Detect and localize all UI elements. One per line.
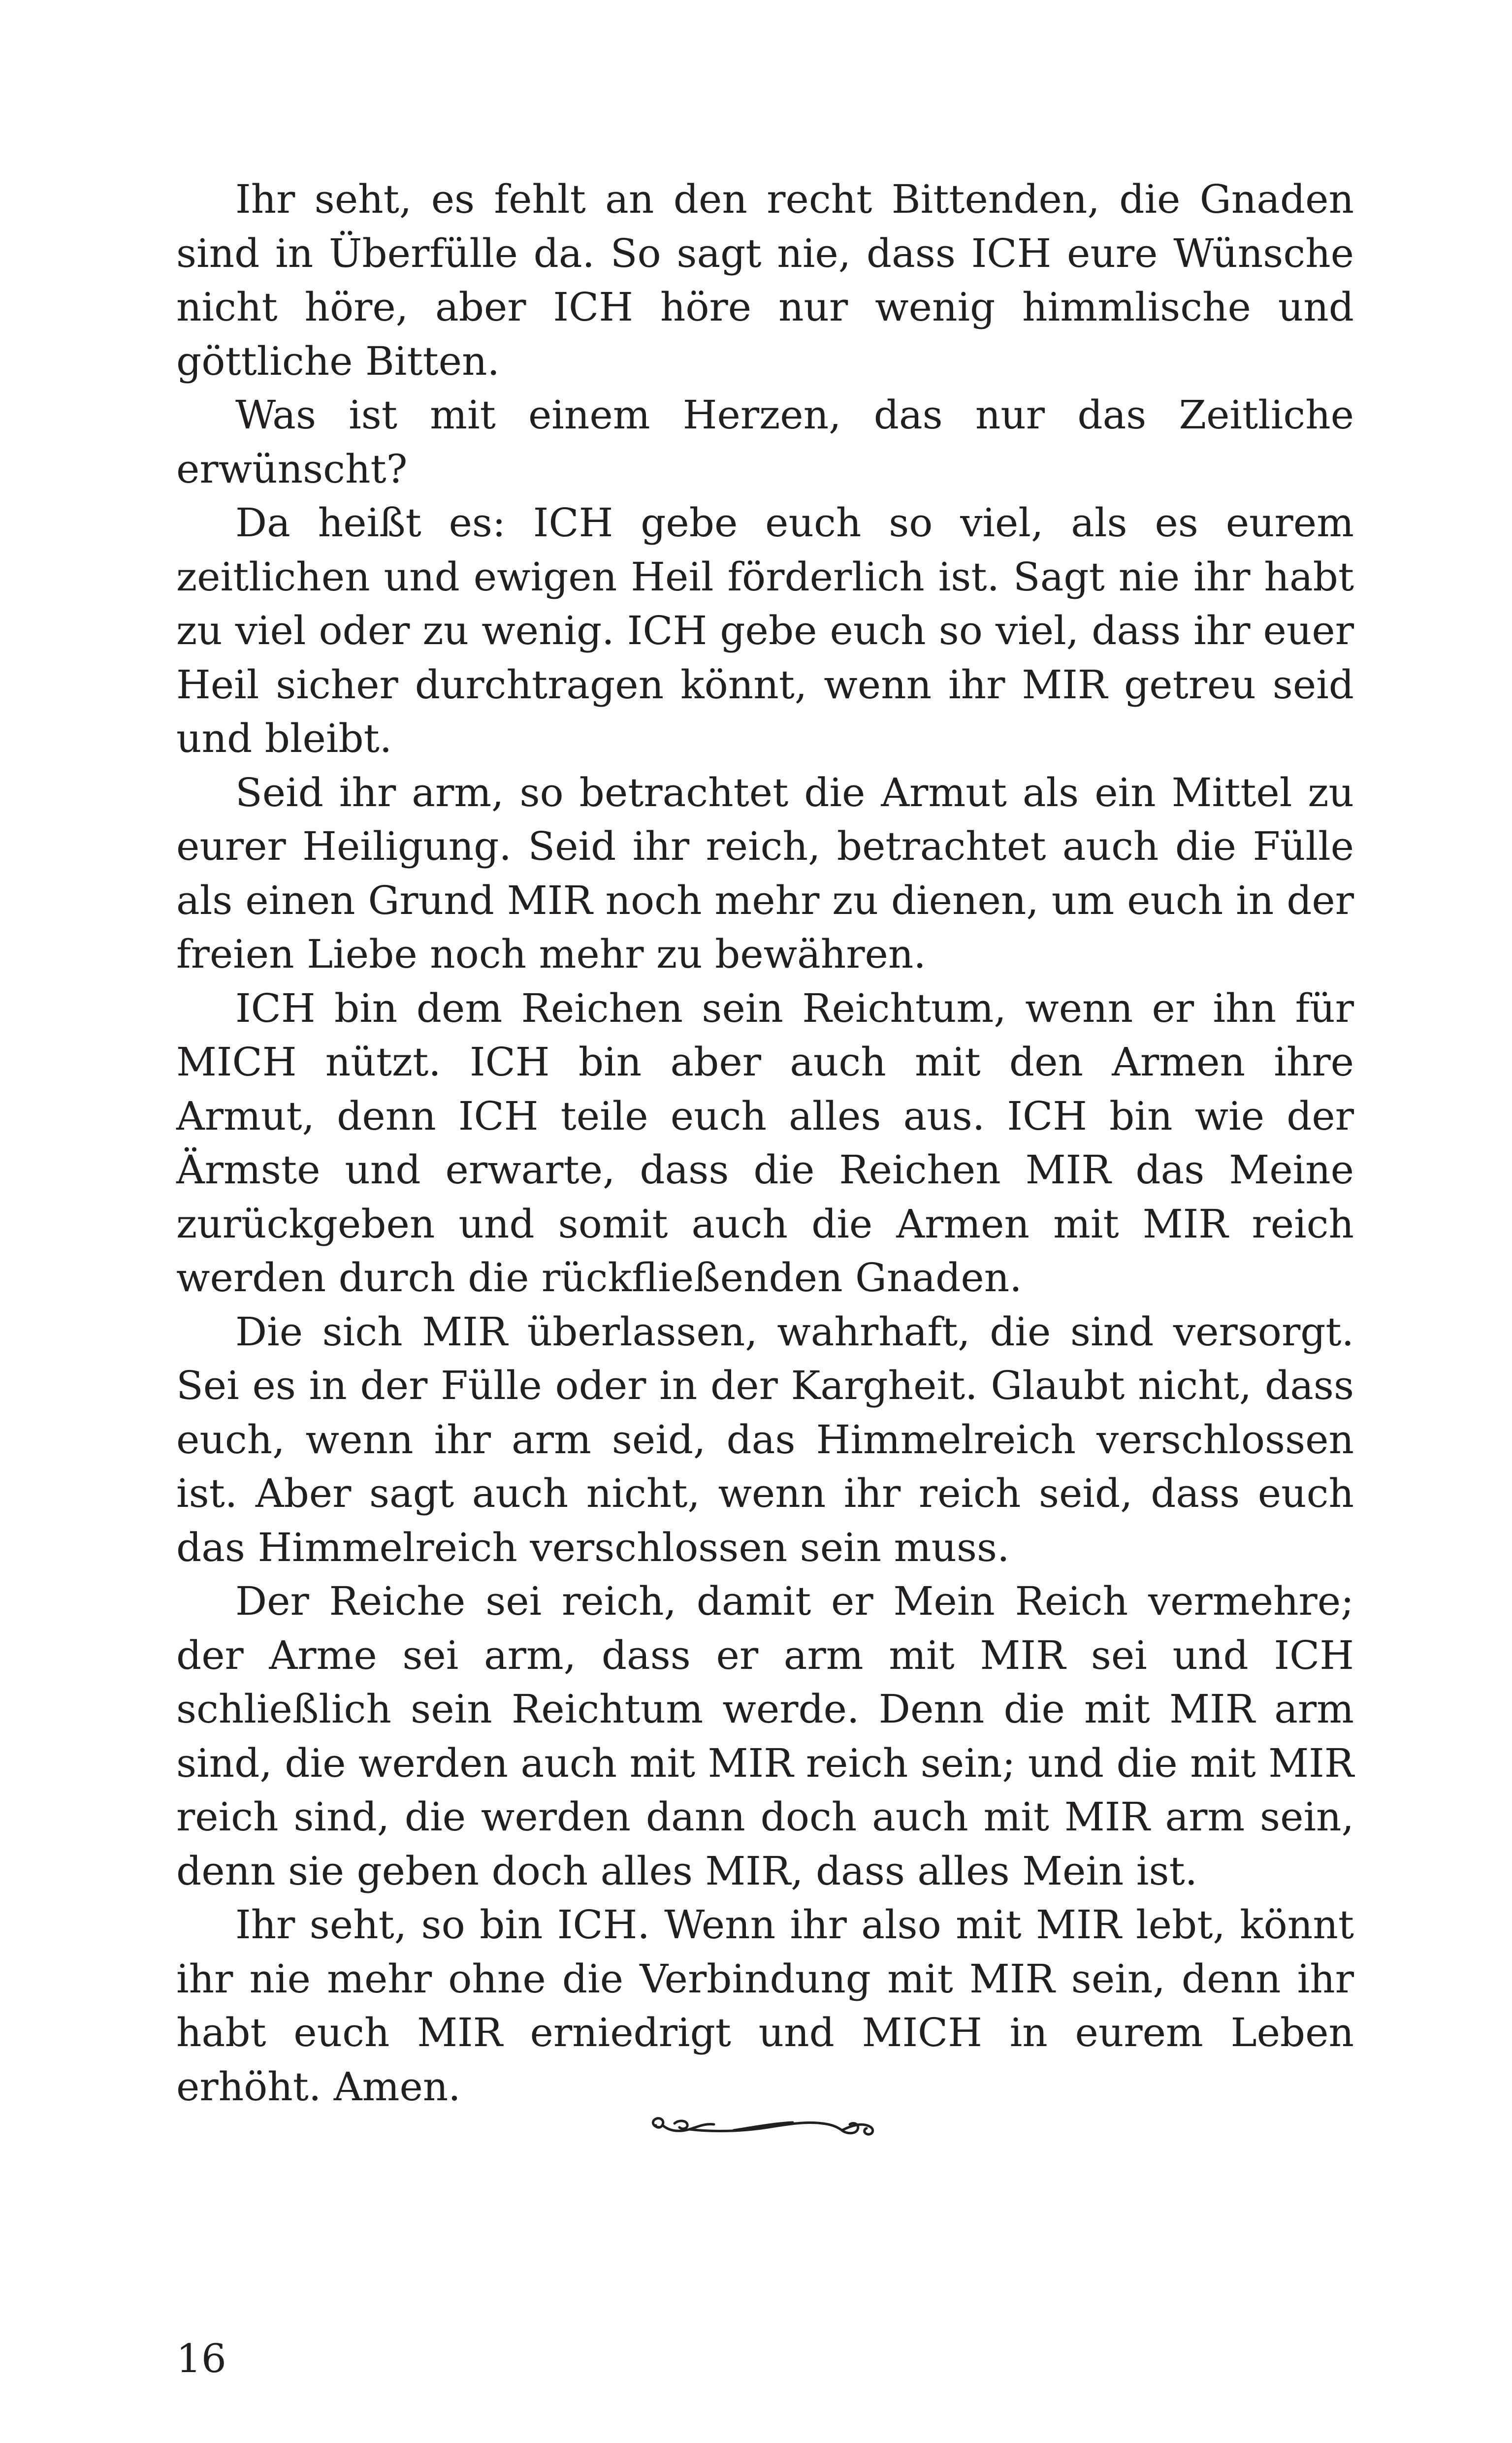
paragraph: Der Reiche sei reich, damit er Mein Reich vermehre; der Arme sei arm, dass er arm mit MIR sei und ICH schließlich sein Reichtum werde. Denn die mit MIR arm sind, die werden auch mit MIR reich sein; und die mit MIR reich sind, die werden dann doch auch mit MIR arm sein, denn sie geben doch alles MIR, dass alles Mein ist. <box>176 1578 1354 1894</box>
paragraph: Ihr seht, es fehlt an den recht Bittenden, die Gnaden sind in Überfülle da. So sagt nie, dass ICH eure Wünsche nicht höre, aber ICH höre nur wenig himmlische und göttliche Bitten. <box>176 176 1354 384</box>
page-number: 16 <box>176 2336 226 2381</box>
paragraph: Da heißt es: ICH gebe euch so viel, als es eurem zeitlichen und ewigen Heil förderlich ist. Sagt nie ihr habt zu viel oder zu wenig. ICH gebe euch so viel, dass ihr euer Heil sicher durchtragen könnt, wenn ihr MIR getreu seid und bleibt. <box>176 500 1354 761</box>
flourish-divider-icon <box>645 2113 881 2142</box>
paragraph: Was ist mit einem Herzen, das nur das Zeitliche erwünscht? <box>176 392 1354 492</box>
paragraph: ICH bin dem Reichen sein Reichtum, wenn er ihn für MICH nützt. ICH bin aber auch mit den Armen ihre Armut, denn ICH teile euch alles aus. ICH bin wie der Ärmste und erwarte, dass die Reichen MIR das Meine zurückgeben und somit auch die Armen mit MIR reich werden durch die rückfließenden Gnaden. <box>176 985 1354 1301</box>
body-text <box>176 172 1354 2114</box>
paragraph: Die sich MIR überlassen, wahrhaft, die sind versorgt. Sei es in der Fülle oder in der Kargheit. Glaubt nicht, dass euch, wenn ihr arm seid, das Himmelreich verschlossen ist. Aber sagt auch nicht, wenn ihr reich seid, dass euch das Himmelreich verschlossen sein muss. <box>176 1308 1354 1570</box>
paragraph: Seid ihr arm, so betrachtet die Armut als ein Mittel zu eurer Heiligung. Seid ihr reich, betrachtet auch die Fülle als einen Grund MIR noch mehr zu dienen, um euch in der freien Liebe noch mehr zu bewähren. <box>176 769 1354 977</box>
paragraph: Ihr seht, so bin ICH. Wenn ihr also mit MIR lebt, könnt ihr nie mehr ohne die Verbindung mit MIR sein, denn ihr habt euch MIR erniedrigt und MICH in eurem Leben erhöht. Amen. <box>176 1902 1354 2110</box>
